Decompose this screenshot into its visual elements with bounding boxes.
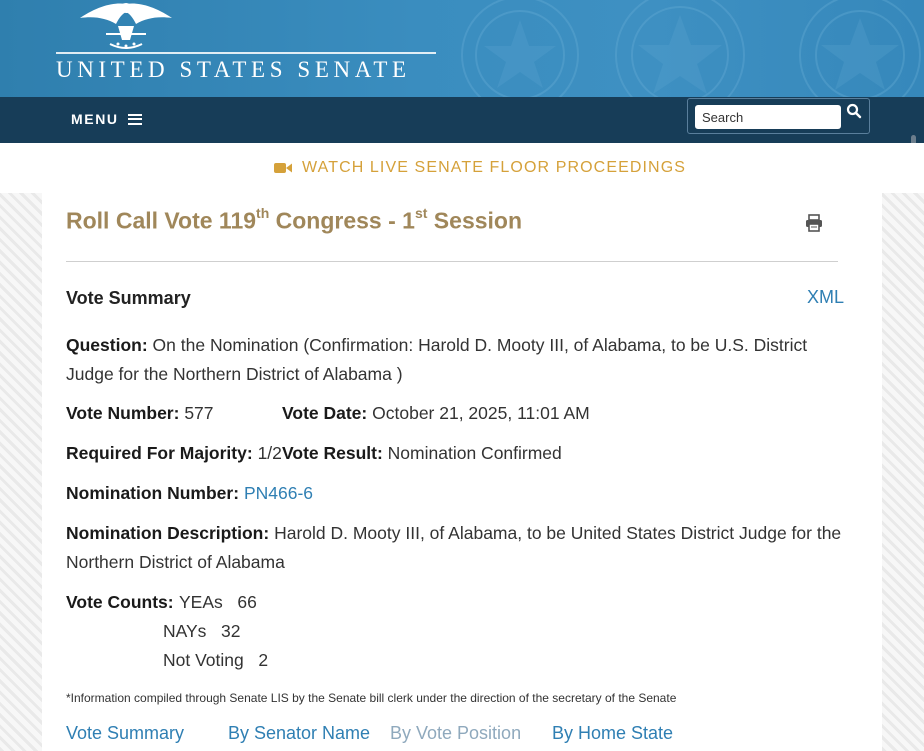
nomination-number-label: Nomination Number:: [66, 483, 240, 503]
vote-count-not-voting: [163, 646, 268, 675]
nomination-description-line1: Harold D. Mooty III, of Alabama, to be United States District Judge for the: [274, 523, 842, 543]
live-proceedings-bar: [0, 143, 924, 193]
eagle-seal-icon: [66, 0, 186, 52]
video-camera-icon: [274, 162, 292, 174]
question-text-line1: On the Nomination (Confirmation: Harold D. Mooty III, of Alabama, to be U.S. District: [152, 335, 808, 355]
vote-counts-label-row: [66, 588, 174, 617]
hamburger-icon: [128, 114, 142, 125]
main-navbar: [0, 97, 924, 143]
vote-view-tabs: [66, 723, 846, 751]
info-footnote: *Information compiled through Senate LIS by the Senate bill clerk under the direction of the secretary of the Senate: [66, 691, 677, 705]
nomination-number-link[interactable]: PN466-6: [243, 483, 314, 503]
vote-number-label: Vote Number:: [66, 403, 180, 423]
title-part-3: Session: [427, 207, 523, 234]
site-header-banner: [0, 0, 924, 97]
count-label: Not Voting: [163, 650, 244, 670]
vote-number-row: [66, 399, 214, 428]
vote-result-label: Vote Result:: [282, 443, 383, 463]
vote-date-value: October 21, 2025, 11:01 AM: [372, 403, 590, 423]
majority-label: Required For Majority:: [66, 443, 253, 463]
vote-result-value: Nomination Confirmed: [387, 443, 562, 463]
count-label: YEAs: [179, 592, 223, 612]
vote-date-row: [282, 399, 590, 428]
vote-count-nays: [163, 617, 241, 646]
xml-link[interactable]: XML: [807, 287, 845, 307]
search-input[interactable]: [695, 105, 841, 129]
tab-by-vote-position[interactable]: By Vote Position: [390, 723, 522, 743]
count-label: NAYs: [163, 621, 207, 641]
majority-value: 1/2: [257, 443, 282, 463]
title-part-2: Congress - 1: [269, 207, 415, 234]
site-title[interactable]: UNITED STATES SENATE: [56, 52, 436, 83]
watch-live-label: WATCH LIVE SENATE FLOOR PROCEEDINGS: [302, 159, 687, 176]
vote-result-row: [282, 439, 562, 468]
title-part-1: Roll Call Vote 119: [66, 207, 257, 234]
tab-vote-summary[interactable]: Vote Summary: [66, 723, 185, 743]
search-form: [687, 98, 870, 134]
tab-by-home-state[interactable]: By Home State: [552, 723, 674, 743]
page-title: [66, 207, 522, 235]
menu-button[interactable]: [71, 111, 142, 127]
count-value: 2: [258, 650, 269, 670]
print-icon[interactable]: [805, 214, 823, 232]
watch-live-link[interactable]: [274, 159, 686, 177]
main-content: [42, 193, 882, 751]
vote-number-value: 577: [184, 403, 214, 423]
search-icon[interactable]: [846, 103, 862, 119]
question-row: [66, 331, 807, 389]
tab-by-senator-name[interactable]: By Senator Name: [228, 723, 371, 743]
vote-count-yeas: [179, 588, 257, 617]
vote-date-label: Vote Date:: [282, 403, 368, 423]
title-sup-st: st: [414, 205, 428, 221]
count-value: 32: [221, 621, 241, 641]
nomination-description-line2: Northern District of Alabama: [66, 552, 285, 572]
vote-summary-heading: Vote Summary: [66, 288, 191, 308]
title-divider: [66, 261, 838, 262]
question-label: Question:: [66, 335, 148, 355]
vote-counts-label: Vote Counts:: [66, 592, 174, 612]
count-value: 66: [237, 592, 257, 612]
question-text-line2: Judge for the Northern District of Alabama ): [66, 364, 403, 384]
nomination-description-label: Nomination Description:: [66, 523, 270, 543]
nomination-number-row: [66, 479, 313, 508]
nomination-description-row: [66, 519, 841, 577]
title-sup-th: th: [256, 205, 270, 221]
menu-label: MENU: [71, 111, 119, 127]
majority-row: [66, 439, 282, 468]
